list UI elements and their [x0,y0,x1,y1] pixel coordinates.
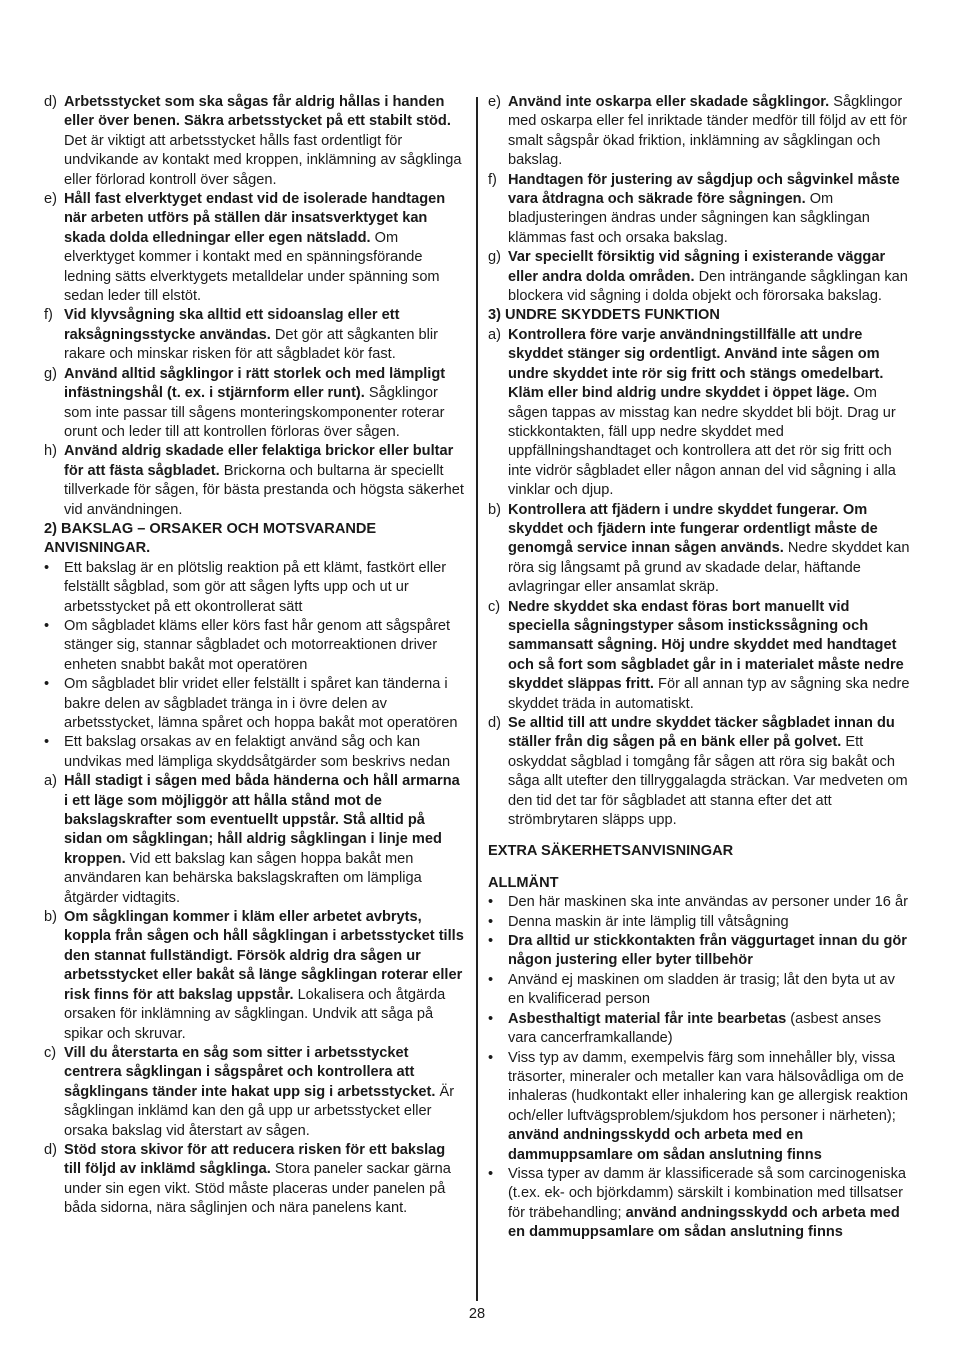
item-plain-text: Brickorna och bultarna är speciellt tillverkade för sågen, för bästa prestanda och högsta säkerhet vid användningen. [64,462,464,518]
column-divider [476,97,478,1301]
item-label: • [488,913,494,930]
item-text [508,932,912,971]
item-bold-text: Arbetsstycket som ska sågas får aldrig hållas i handen eller över benen. Säkra arbetsstycket på ett stabilt stöd. [64,94,451,130]
item-plain-text: Ett oskyddat sågblad i tomgång får sågen att röra sig bakåt och såga allt utefter den tillryggalagda sträckan. Var medveten om den tid det tar för sågbladet att stanna efter det att strömbrytaren släpps upp. [508,734,908,829]
item-text [64,559,466,617]
section-heading: EXTRA SÄKERHETSANVISNINGAR [488,843,734,860]
item-text [508,1049,912,1165]
page-number: 28 [468,1306,486,1322]
item-bold-text: Nedre skyddet ska endast föras bort manuellt vid speciella sågningstyper såsom instickssågning och sammansatt sågning. Höj undre skyddet med handtaget och så fort som sågbladet går in i materialet måste nedre skyddet släppas fritt. [508,598,904,693]
item-label: b) [44,909,57,926]
item-label: d) [44,1141,57,1158]
item-text [508,326,912,501]
item-text [64,733,466,772]
item-label: d) [488,715,501,731]
item-plain-text: Om sågen tappas av misstag kan nedre skyddet bli böjt. Drag ur stickkontakten, fäll upp nedre skyddet med uppfällningshandtaget och kontrollera att det rör sig fritt och inte vidrör sågbladet eller någon annan del vid sågning i alla vinklar och djup. [508,385,896,499]
list-item [44,306,466,364]
item-text [508,171,912,249]
item-label: e) [488,94,501,110]
item-label: g) [488,249,501,266]
item-text [508,913,912,932]
bullet-item [488,1010,912,1049]
left-column [44,93,466,1219]
item-label: a) [44,773,57,790]
bullet-item [488,971,912,1010]
list-item [44,365,466,443]
bullet-item [44,617,466,675]
bullet-item [488,932,912,971]
item-text [64,675,466,733]
item-text [508,1165,912,1243]
item-bold-text: Använd alltid sågklingor i rätt storlek och med lämpligt infästningshål (t. ex. i stjärnform eller runt). [64,365,446,402]
item-plain-text: Stora paneler sackar gärna under sin egen vikt. Stöd måste placeras under panelen på båda sidorna, nära såglinjen och nära panelens kant. [64,1161,451,1217]
item-plain-text: Är sågklingan inklämd kan den gå upp ur arbetsstycket eller orsaka bakslag vid återstart av sågen. [64,1083,455,1139]
item-bold-text: använd andningsskydd och arbeta med en dammuppsamlare om sådan anslutning finns [508,1127,822,1163]
section-heading: ALLMÄNT [488,874,559,891]
item-text [64,442,466,520]
item-plain-text: Ett bakslag orsakas av en felaktigt använd såg och kan undvikas med lämpliga skyddsåtgärder som beskrivs nedan [64,734,451,770]
item-text [508,714,912,830]
bullet-item [488,1165,912,1243]
item-text [64,1044,466,1141]
spacer [488,830,912,842]
item-plain-text: Använd ej maskinen om sladden är trasig; låt den byta ut av en kvalificerad person [508,971,895,1008]
item-plain-text: (asbest anses vara cancerframkallande) [508,1010,882,1047]
item-text [508,93,912,171]
item-label: e) [44,191,57,208]
bullet-item [488,913,912,932]
list-item [488,171,912,249]
item-bold-text: Vill du återstarta en såg som sitter i arbetsstycket centrera sågklingan i sågspåret och kontrollera att sågklingans tänder inte hakat upp sig i arbetsstycket. [64,1044,436,1100]
item-bold-text: Håll stadigt i sågen med båda händerna och håll armarna i ett läge som möjliggör att hålla stånd mot de bakslagskrafter som eventuellt uppstår. Stå alltid på sidan om sågklingan; håll aldrig sågklingan i linje med kroppen. [64,773,460,867]
bullet-item [488,893,912,912]
item-label: c) [488,598,501,615]
item-label: c) [44,1044,57,1061]
item-plain-text: Om sågbladet blir vridet eller felställt i spåret kan tänderna i bakre delen av sågbladet tränga in i övre delen av arbetsstycket, lämna spåret och hoppa bakåt mot operatören [64,676,458,731]
item-text [64,306,466,364]
item-label: d) [44,94,57,110]
list-item [488,501,912,598]
item-plain-text: Viss typ av damm, exempelvis färg som innehåller bly, vissa träsorter, mineraler och metaller kan vara hälsovådliga om de inhaleras (hudkontakt eller inhalering kan ge allergisk reaktion och/eller luftvägsproblem/sjukdom hos personer i närheten); [508,1049,908,1124]
item-plain-text: Vid ett bakslag kan sågen hoppa bakåt men användaren kan behärska bakslagskraften om lämpliga åtgärder vidtagits. [64,850,422,906]
item-bold-text: Använd aldrig skadade eller felaktiga brickor eller bultar för att fästa sågbladet. [64,443,454,479]
item-label: • [44,559,50,576]
item-plain-text: Det gör att sågkanten blir rakare och minskar risken för att sågbladet kör fast. [64,326,438,363]
item-bold-text: Se alltid till att undre skyddet täcker sågbladet innan du ställer från dig sågen på en bänk eller på golvet. [508,715,895,751]
item-text [508,971,912,1010]
item-label: f) [44,307,53,324]
list-item [44,1141,466,1219]
item-bold-text: Om sågklingan kommer i kläm eller arbetet avbryts, koppla från sågen och håll sågklingan i arbetsstycket tills den stannat fullständigt. Försök aldrig dra sågen ur arbetsstycket eller bakåt så länge sågklingan roterar eller risk finns för att bakslag uppstår. [64,909,464,1003]
list-item [488,248,912,306]
item-plain-text: Den inträngande sågklingan kan blockera vid sågning i dolda objekt och förorsaka bakslag. [508,268,908,305]
section-heading: 2) BAKSLAG – ORSAKER OCH MOTSVARANDE ANVISNINGAR. [44,520,377,557]
list-item [44,442,466,520]
item-plain-text: För all annan typ av sågning ska nedre skyddet träda in automatiskt. [508,676,910,712]
list-item [44,772,466,908]
item-bold-text: Håll fast elverktyget endast vid de isolerade handtagen när arbeten utförs på ställen där insatsverktyget kan skada dolda elledningar eller egen nätsladd. [64,191,446,246]
item-bold-text: Handtagen för justering av sågdjup och sågvinkel måste vara åtdragna och säkrade före sågningen. [508,171,900,208]
item-text [64,93,466,190]
item-plain-text: Vissa typer av damm är klassificerade så som carcinogeniska (t.ex. ek- och björkdamm) särskilt i kombination med tillsatser för träbehandling; [508,1165,906,1221]
list-item [488,326,912,501]
item-bold-text: Dra alltid ur stickkontakten från väggurtaget innan du gör någon justering eller byter tillbehör [508,933,907,969]
item-label: • [44,734,50,751]
item-label: g) [44,365,57,382]
list-item [488,714,912,830]
item-plain-text: Nedre skyddet kan röra sig långsamt på grund av skadade delar, häftande avlagringar eller ansamlat skräp. [508,540,910,596]
item-text [64,908,466,1044]
item-text [508,501,912,598]
item-plain-text: Om elverktyget kommer i kontakt med en spänningsförande ledning sätts elverktygets metalldelar under spänning som sedan leder till elstöt. [64,229,440,305]
item-bold-text: Var speciellt försiktig vid sågning i existerande väggar eller andra dolda områden. [508,249,886,285]
item-label: • [488,894,494,911]
item-bold-text: Stöd stora skivor för att reducera risken för ett bakslag till följd av inklämd sågklinga. [64,1141,446,1178]
list-item [44,908,466,1044]
item-label: • [488,1049,494,1066]
bullet-item [44,675,466,733]
item-plain-text: Om bladjusteringen ändras under sågningen kan sågklingan klämmas fast och orsaka bakslag. [508,191,870,246]
item-label: h) [44,443,57,460]
item-label: • [44,676,50,693]
item-plain-text: Det är viktigt att arbetsstycket hålls fast ordentligt för undvikande av kontakt med kroppen, inklämning av sågklinga eller förlorad kontroll över sågen. [64,132,462,188]
item-plain-text: Sågklingor som inte passar till sågens monteringskomponenter roterar orunt och leder till att kontrollen förloras över sågen. [64,385,445,440]
item-text [508,598,912,714]
item-text [508,248,912,306]
spacer [488,862,912,874]
item-plain-text: Denna maskin är inte lämplig till våtsågning [508,913,789,930]
bullet-item [44,733,466,772]
item-bold-text: använd andningsskydd och arbeta med en dammuppsamlare om sådan anslutning finns [508,1204,900,1241]
right-column [488,93,912,1243]
item-bold-text: Vid klyvsågning ska alltid ett sidoanslag eller ett raksågningsstycke användas. [64,307,400,343]
item-text [64,1141,466,1219]
item-bold-text: Kontrollera före varje användningstillfälle att undre skyddet stänger sig ordentligt. Använd inte sågen om undre skyddet inte rör sig fritt och stängs omedelbart. Kläm eller bind aldrig undre skyddet i öppet läge. [508,326,884,402]
item-bold-text: Kontrollera att fjädern i undre skyddet fungerar. Om skyddet och fjädern inte fungerar ordentligt måste de genomgå service innan sågen används. [508,501,878,557]
list-item [44,93,466,190]
item-label: • [44,617,50,634]
item-plain-text: Om sågbladet kläms eller körs fast hår genom att sågspåret stänger sig, stannar sågbladet och motorreaktionen driver enheten snabbt bakåt mot operatören [64,617,451,673]
item-text [64,190,466,306]
item-text [64,617,466,675]
item-plain-text: Den här maskinen ska inte användas av personer under 16 år [508,894,908,911]
section-heading: 3) UNDRE SKYDDETS FUNKTION [488,307,720,324]
item-text [64,365,466,443]
item-label: b) [488,501,501,518]
bullet-item [488,1049,912,1165]
item-label: f) [488,171,497,188]
item-plain-text: Sågklingor med oskarpa eller fel inriktade tänder medför till följd av ett för smalt sågspår ökad friktion, inklämning av sågklingan och bakslag. [508,94,908,169]
item-label: • [488,933,494,950]
list-item [44,1044,466,1141]
item-text [508,1010,912,1049]
item-label: a) [488,326,501,343]
item-bold-text: Asbesthaltigt material får inte bearbetas [508,1010,787,1027]
item-text [508,893,912,912]
item-label: • [488,971,494,988]
item-plain-text: Lokalisera och åtgärda orsaken för inklämning av sågklingan. Undvik att såga på spikar och skruvar. [64,986,446,1042]
item-plain-text: Ett bakslag är en plötslig reaktion på ett klämt, fastkört eller felställt sågblad, som gör att sågen lyfts upp och ut ur arbetsstycket på ett okontrollerat sätt [64,559,447,615]
bullet-item [44,559,466,617]
item-bold-text: Använd inte oskarpa eller skadade sågklingor. [508,94,830,110]
list-item [488,598,912,714]
item-label: • [488,1010,494,1027]
item-text [64,772,466,908]
list-item [44,190,466,306]
item-label: • [488,1165,494,1182]
list-item [488,93,912,171]
